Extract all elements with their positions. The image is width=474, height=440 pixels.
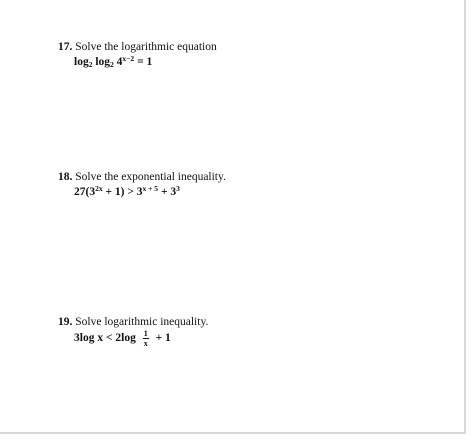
exponential-inequality xyxy=(74,186,180,198)
problem-17-prompt xyxy=(58,40,217,54)
inequality-lhs: 3log x xyxy=(74,332,104,345)
log-equation xyxy=(74,56,152,68)
power-base: 4 xyxy=(116,56,123,68)
inequality-sign-log: < 2log xyxy=(105,332,136,345)
problem-number: 17 xyxy=(58,41,70,53)
fraction-denominator: x xyxy=(143,339,148,348)
log-inequality xyxy=(74,329,171,348)
log-term: log xyxy=(95,56,111,68)
fraction xyxy=(143,329,149,348)
problem-text: Solve logarithmic inequality. xyxy=(75,316,209,328)
problem-text: Solve the logarithmic equation xyxy=(75,41,217,53)
equation-rhs: = 1 xyxy=(137,56,153,68)
problem-19 xyxy=(58,315,209,348)
fraction-numerator: 1 xyxy=(143,329,148,338)
inequality-plus-term: + 3 xyxy=(160,186,177,198)
exponent: x + 5 xyxy=(142,184,159,193)
exponent: 2x xyxy=(95,184,103,193)
problem-number: 18 xyxy=(58,171,70,183)
inequality-rhs: + 1 xyxy=(155,332,171,345)
exponent: x−2 xyxy=(122,54,135,63)
problem-19-prompt xyxy=(58,315,208,329)
inequality-lead: 27(3 xyxy=(74,186,96,198)
problem-18-prompt xyxy=(58,170,226,184)
log-base: 2 xyxy=(110,60,114,69)
log-term: log xyxy=(74,56,89,68)
problem-18 xyxy=(58,170,226,198)
exponent: 3 xyxy=(176,184,180,193)
number-period: . xyxy=(69,41,73,53)
inequality-middle: + 1) > 3 xyxy=(105,186,143,198)
number-period: . xyxy=(69,171,73,183)
problem-17 xyxy=(58,40,217,69)
problem-text: Solve the exponential inequality. xyxy=(75,171,226,183)
problem-number: 19 xyxy=(58,316,70,328)
number-period: . xyxy=(69,316,73,328)
log-base: 2 xyxy=(88,60,93,69)
